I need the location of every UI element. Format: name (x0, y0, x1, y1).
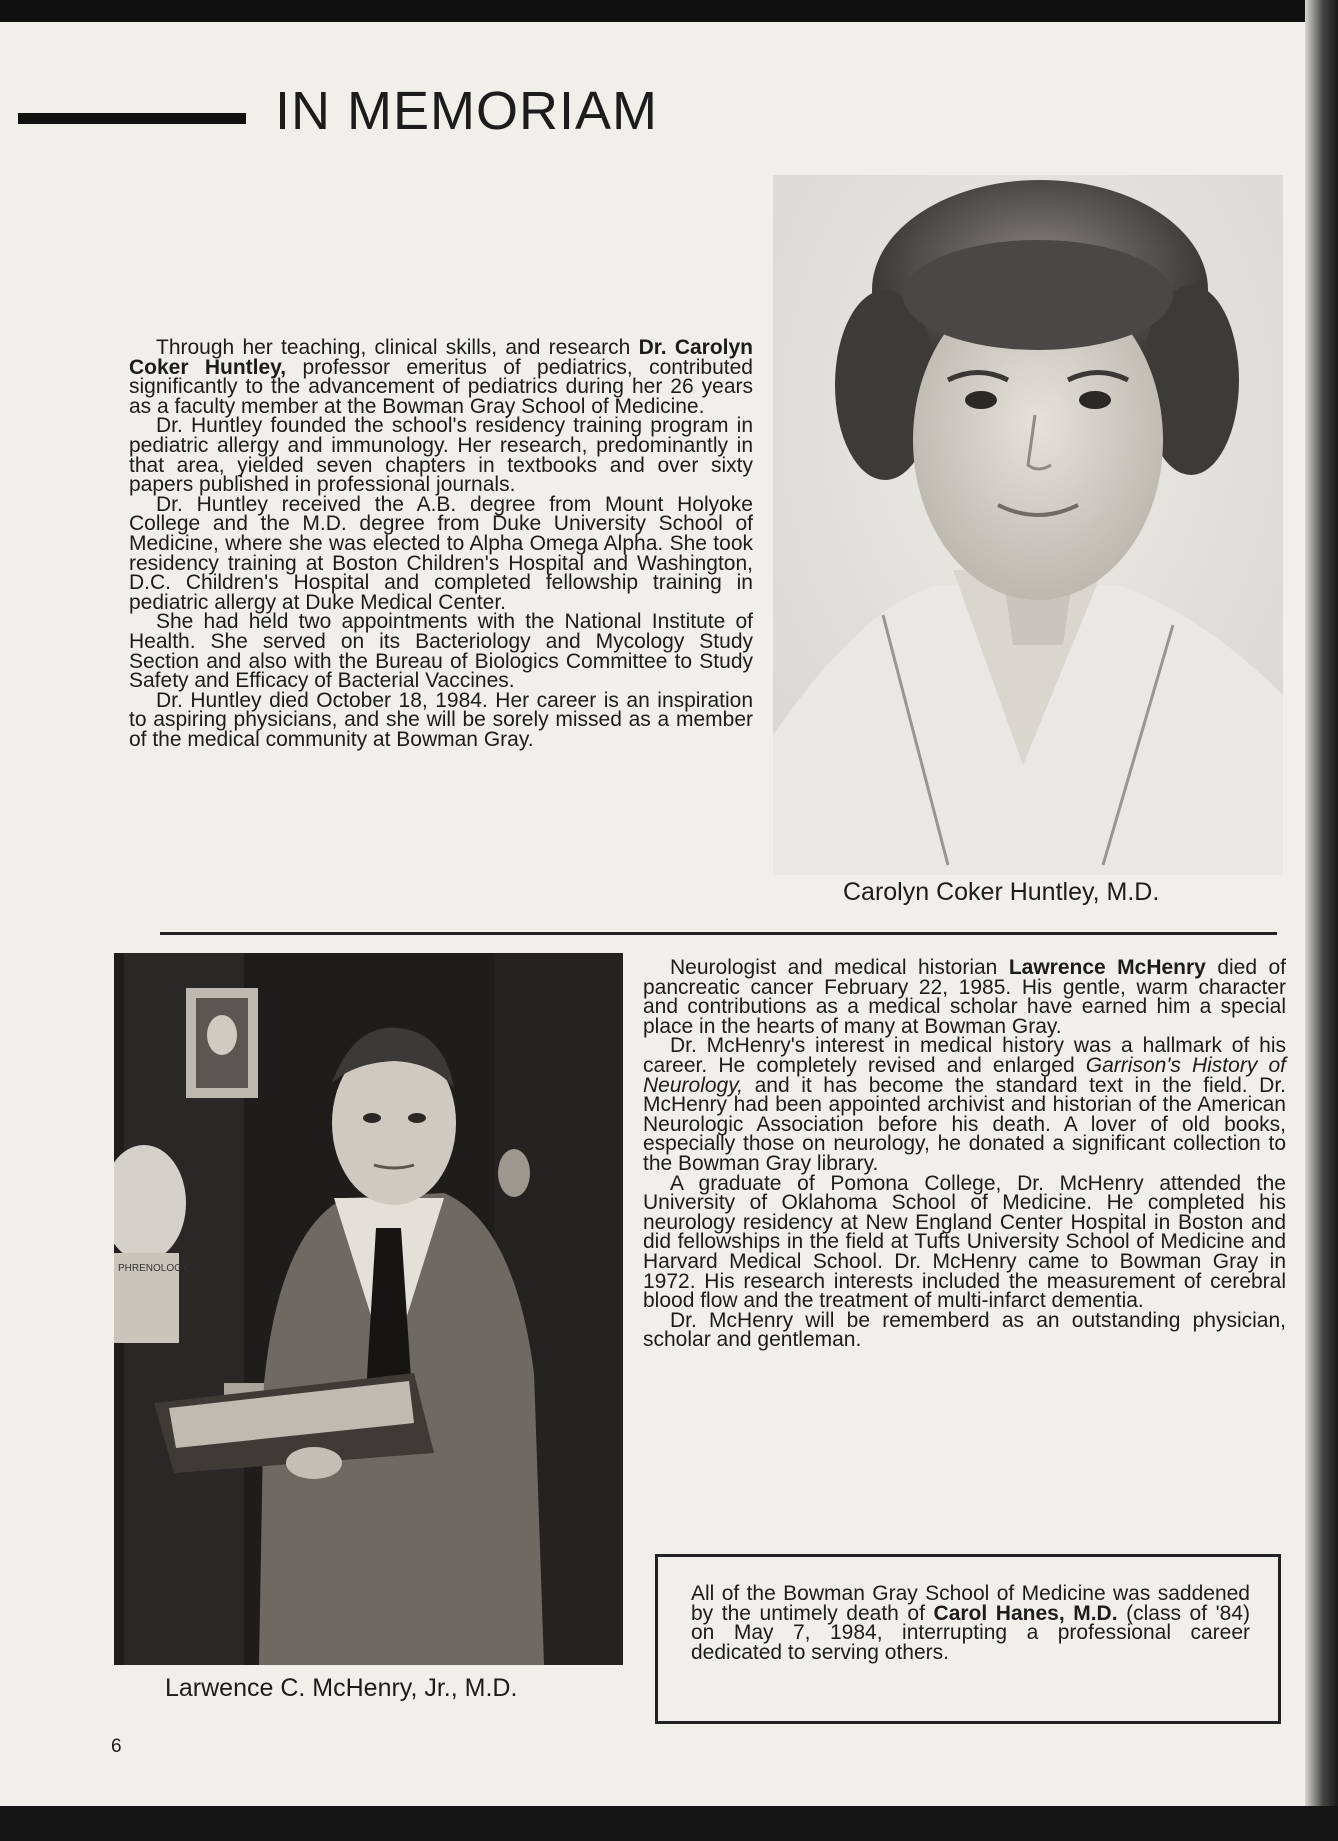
mchenry-p1-rest: died of pancreatic cancer February 22, 1985. His gentle, warm character and contributions as a medical scholar have earned him a special place in the hearts of many at Bowman Gray. (643, 956, 1286, 1038)
huntley-article (129, 338, 753, 749)
mchenry-paragraph-4: Dr. McHenry will be rememberd as an outstanding physician, scholar and gentleman. (643, 1308, 1286, 1352)
huntley-portrait-photo (773, 175, 1283, 875)
huntley-p1-rest: professor emeritus of pediatrics, contributed significantly to the advancement of pediatrics during her 26 years as a faculty member at the Bowman Gray School of Medicine. (129, 355, 753, 418)
page-number: 6 (111, 1736, 122, 1757)
hanes-notice-box (655, 1554, 1281, 1724)
huntley-paragraph-4: She had held two appointments with the National Institute of Health. She served on its Bacteriology and Mycology Study Section and also with the Bureau of Biologics Committee to Study Safety and Efficacy of Bacterial Vaccines. (129, 610, 753, 693)
mchenry-portrait-photo (114, 953, 623, 1665)
mchenry-paragraph-3: A graduate of Pomona College, Dr. McHenry attended the University of Oklahoma School of Medicine. He completed his neurology residency at New England Center Hospital in Boston and did fellowships in the field at Tufts University School of Medicine and Harvard Medical School. Dr. McHenry came to Bowman Gray in 1972. His research interests included the measurement of cerebral blood flow and the treatment of multi-infarct dementia. (643, 1171, 1286, 1313)
huntley-name: Dr. Carolyn Coker Huntley, (129, 336, 753, 379)
huntley-paragraph-3: Dr. Huntley received the A.B. degree from Mount Holyoke College and the M.D. degree from Duke University School of Medicine, where she was elected to Alpha Omega Alpha. She took residency training at Boston Children's Hospital and Washington, D.C. Children's Hospital and completed fellowship training in pediatric allergy at Duke Medical Center. (129, 492, 753, 614)
phrenology-bust-label: PHRENOLOGY (118, 1263, 189, 1274)
book-title: Garrison's History of Neurology, (643, 1053, 1286, 1097)
mchenry-article (643, 958, 1286, 1350)
hanes-notice-text (691, 1584, 1250, 1662)
section-divider (160, 932, 1277, 935)
mchenry-p1-lead: Neurologist and medical historian (670, 956, 1009, 979)
mchenry-name: Lawrence McHenry (1008, 956, 1206, 979)
hanes-notice-rest: (class of '84) on May 7, 1984, interrupting a professional career dedicated to serving others. (691, 1601, 1251, 1664)
mchenry-p2-rest: and it has become the standard text in the field. Dr. McHenry had been appointed archivist and historian of the American Neurologic Association before his death. A lover of old books, especially those on neurology, he donated a significant collection to the Bowman Gray library. (643, 1073, 1286, 1175)
huntley-p1-lead: Through her teaching, clinical skills, and research (156, 336, 639, 359)
title-rule (18, 113, 246, 124)
hanes-name: Carol Hanes, M.D. (933, 1601, 1118, 1625)
scan-bottom-edge (0, 1806, 1338, 1841)
huntley-portrait-illustration (773, 175, 1283, 875)
mchenry-paragraph-1 (643, 958, 1286, 1036)
mchenry-p2-lead: Dr. McHenry's interest in medical history was a hallmark of his career. He completely revised and enlarged (643, 1034, 1286, 1077)
huntley-paragraph-5: Dr. Huntley died October 18, 1984. Her career is an inspiration to aspiring physicians, and she will be sorely missed as a member of the medical community at Bowman Gray. (129, 688, 753, 751)
scan-spine-shadow (1305, 0, 1338, 1841)
mchenry-portrait-illustration (114, 953, 623, 1665)
huntley-paragraph-2: Dr. Huntley founded the school's residency training program in pediatric allergy and immunology. Her research, predominantly in that area, yielded seven chapters in textbooks and over sixty papers published in professional journals. (129, 414, 753, 497)
page-title: IN MEMORIAM (275, 81, 658, 141)
huntley-caption: Carolyn Coker Huntley, M.D. (843, 878, 1160, 906)
mchenry-caption: Larwence C. McHenry, Jr., M.D. (165, 1674, 518, 1702)
hanes-notice-lead: All of the Bowman Gray School of Medicine was saddened by the untimely death of (691, 1582, 1250, 1625)
mchenry-paragraph-2 (643, 1036, 1286, 1173)
scan-top-edge (0, 0, 1338, 22)
huntley-paragraph-1 (129, 338, 753, 416)
